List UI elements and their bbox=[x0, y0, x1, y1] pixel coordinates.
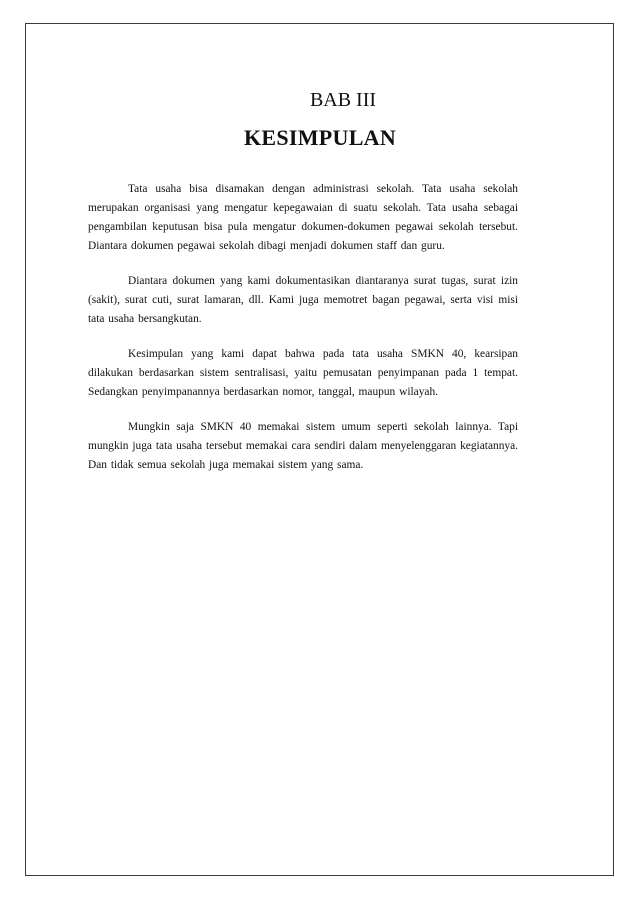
paragraph-3: Kesimpulan yang kami dapat bahwa pada tata usaha SMKN 40, kearsipan dilakukan berdasarkan sistem sentralisasi, yaitu pemusatan penyimpanan pada 1 tempat. Sedangkan penyimpanannya berdasarkan nomor, tanggal, maupun wilayah. bbox=[88, 348, 518, 398]
paragraph-1: Tata usaha bisa disamakan dengan administrasi sekolah. Tata usaha sekolah merupakan organisasi yang mengatur kepegawaian di suatu sekolah. Tata usaha sebagai pengambilan keputusan bisa pula mengatur dokumen-dokumen pegawai sekolah tersebut. Diantara dokumen pegawai sekolah dibagi menjadi dokumen staff dan guru. bbox=[88, 183, 518, 252]
paragraph-4: Mungkin saja SMKN 40 memakai sistem umum seperti sekolah lainnya. Tapi mungkin juga tata usaha tersebut memakai cara sendiri dalam menyelenggaran kegiatannya. Dan tidak semua sekolah juga memakai sistem yang sama. bbox=[88, 421, 518, 471]
paragraph-2: Diantara dokumen yang kami dokumentasikan diantaranya surat tugas, surat izin (sakit), surat cuti, surat lamaran, dll. Kami juga memotret bagan pegawai, serta visi misi tata usaha bersangkutan. bbox=[88, 275, 518, 325]
body-text bbox=[88, 180, 518, 491]
chapter-title: KESIMPULAN bbox=[243, 125, 397, 150]
chapter-label: BAB III bbox=[309, 89, 377, 111]
